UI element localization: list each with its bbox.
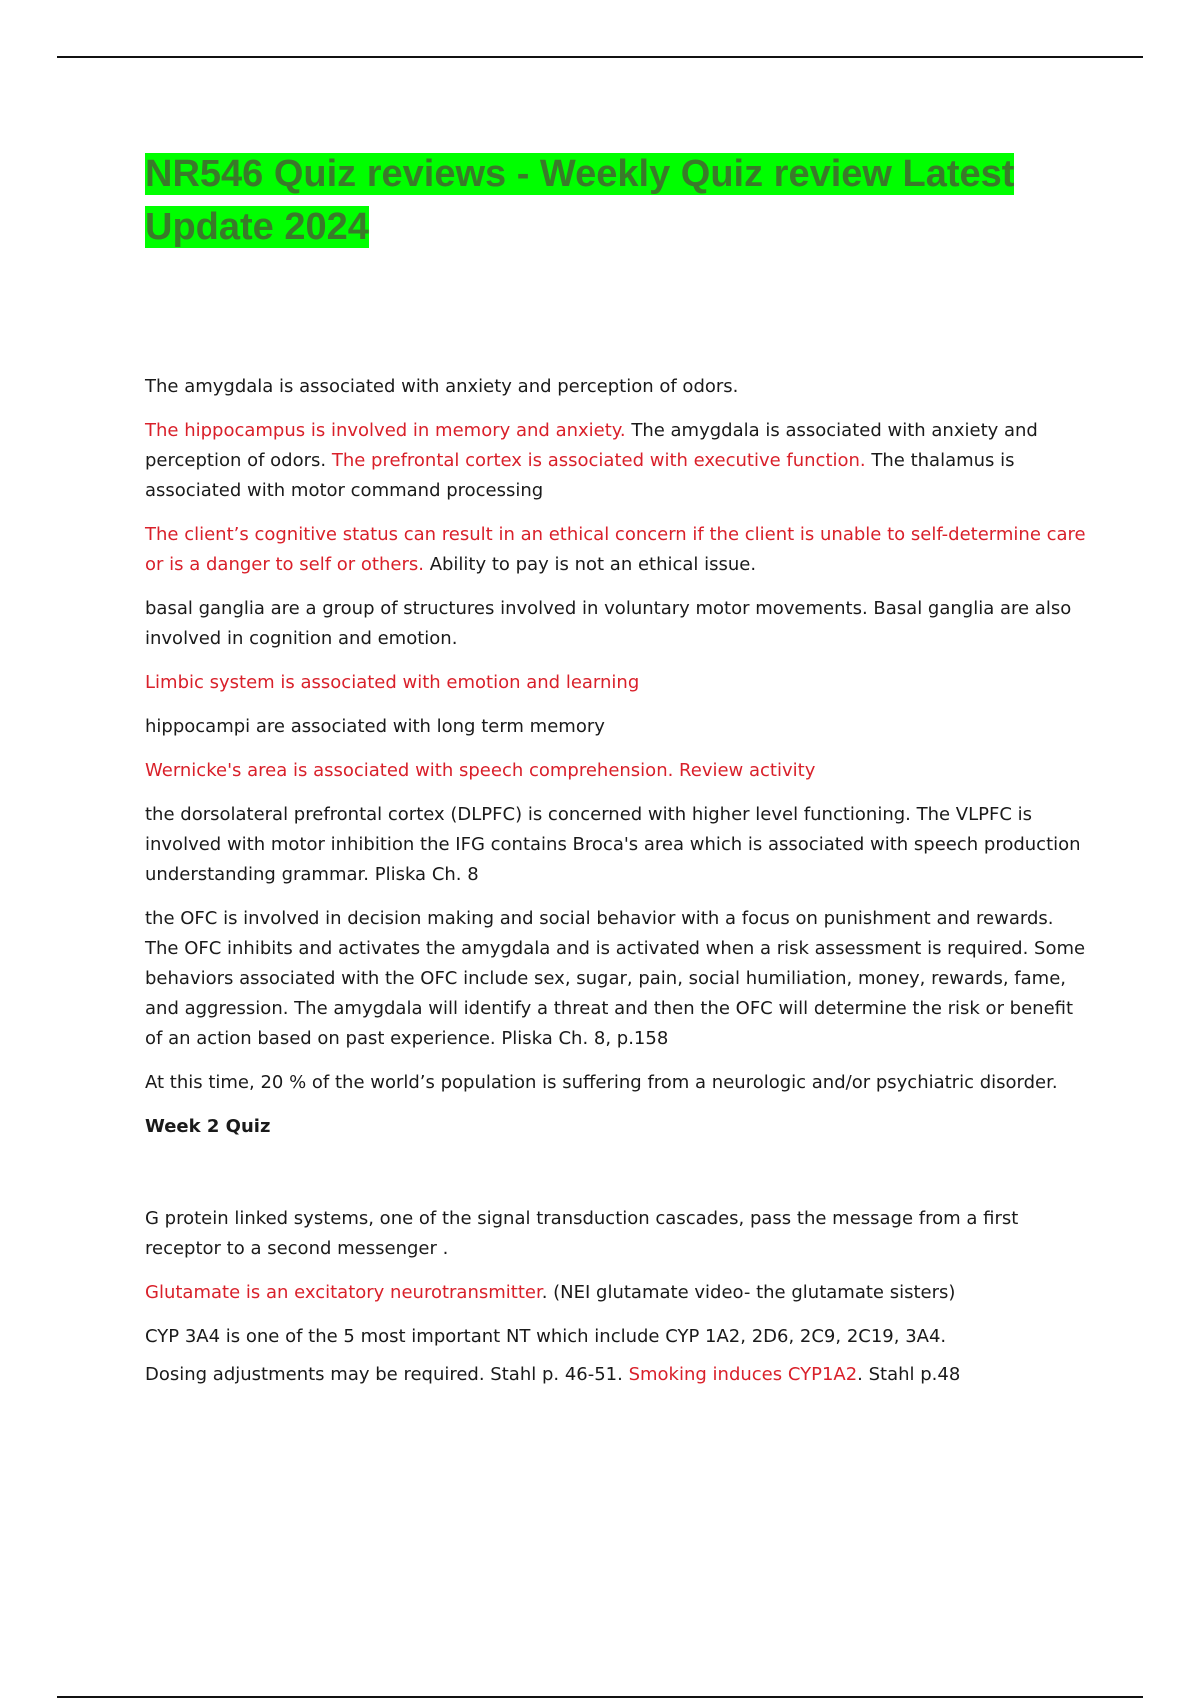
paragraph-6: hippocampi are associated with long term memory bbox=[145, 716, 605, 737]
paragraph-7: Wernicke's area is associated with speech comprehension. Review activity bbox=[145, 760, 816, 781]
paragraph-13: CYP 3A4 is one of the 5 most important NT which include CYP 1A2, 2D6, 2C9, 2C19, 3A4. bbox=[145, 1326, 947, 1347]
paragraph-12 bbox=[145, 1278, 1090, 1308]
week-2-heading: Week 2 Quiz bbox=[145, 1116, 271, 1137]
text-run: The amygdala is associated with anxiety and perception of odors. bbox=[145, 420, 1038, 471]
text-run: . (NEI glutamate video- the glutamate sisters) bbox=[541, 1282, 956, 1303]
paragraph-11: G protein linked systems, one of the signal transduction cascades, pass the message from a first receptor to a second messenger . bbox=[145, 1208, 1019, 1259]
paragraph-10: At this time, 20 % of the world’s population is suffering from a neurologic and/or psychiatric disorder. bbox=[145, 1072, 1058, 1093]
paragraph-5: Limbic system is associated with emotion and learning bbox=[145, 672, 640, 693]
text-run: Dosing adjustments may be required. Stahl p. 46-51. bbox=[145, 1364, 629, 1385]
red-note: The prefrontal cortex is associated with executive function. bbox=[331, 450, 866, 471]
red-note: The client’s cognitive status can result in an ethical concern if the client is unable to self-determine care or is a danger to self or others. bbox=[145, 524, 1086, 575]
red-note: The hippocampus is involved in memory and anxiety. bbox=[145, 420, 626, 441]
text-run: The thalamus is associated with motor command processing bbox=[145, 450, 1015, 501]
text-run: Ability to pay is not an ethical issue. bbox=[423, 554, 757, 575]
paragraph-2 bbox=[145, 416, 1090, 506]
paragraph-8: the dorsolateral prefrontal cortex (DLPFC) is concerned with higher level functioning. The VLPFC is involved with motor inhibition the IFG contains Broca's area which is associated with speech production understanding grammar. Pliska Ch. 8 bbox=[145, 804, 1081, 885]
paragraph-4: basal ganglia are a group of structures involved in voluntary motor movements. Basal ganglia are also involved in cognition and emotion. bbox=[145, 598, 1072, 649]
red-note: Glutamate is an excitatory neurotransmitter bbox=[145, 1282, 542, 1303]
spacer bbox=[145, 1156, 1090, 1204]
paragraph-1: The amygdala is associated with anxiety and perception of odors. bbox=[145, 376, 739, 397]
red-note: Smoking induces CYP1A2 bbox=[628, 1364, 858, 1385]
paragraph-9: the OFC is involved in decision making and social behavior with a focus on punishment and rewards. The OFC inhibits and activates the amygdala and is activated when a risk assessment is required. Some behaviors associated with the OFC include sex, sugar, pain, social humiliation, money, rewards, fame, and aggression. The amygdala will identify a threat and then the OFC will determine the risk or benefit of an action based on past experience. Pliska Ch. 8, p.158 bbox=[145, 908, 1086, 1049]
bottom-rule bbox=[57, 1696, 1143, 1698]
paragraph-14 bbox=[145, 1360, 1090, 1390]
title-highlight: NR546 Quiz reviews - Weekly Quiz review Latest Update 2024 bbox=[145, 153, 1015, 248]
document-body bbox=[145, 372, 1090, 1404]
document-title bbox=[145, 148, 1045, 254]
paragraph-3 bbox=[145, 520, 1090, 580]
text-run: . Stahl p.48 bbox=[857, 1364, 961, 1385]
top-rule bbox=[57, 56, 1143, 58]
